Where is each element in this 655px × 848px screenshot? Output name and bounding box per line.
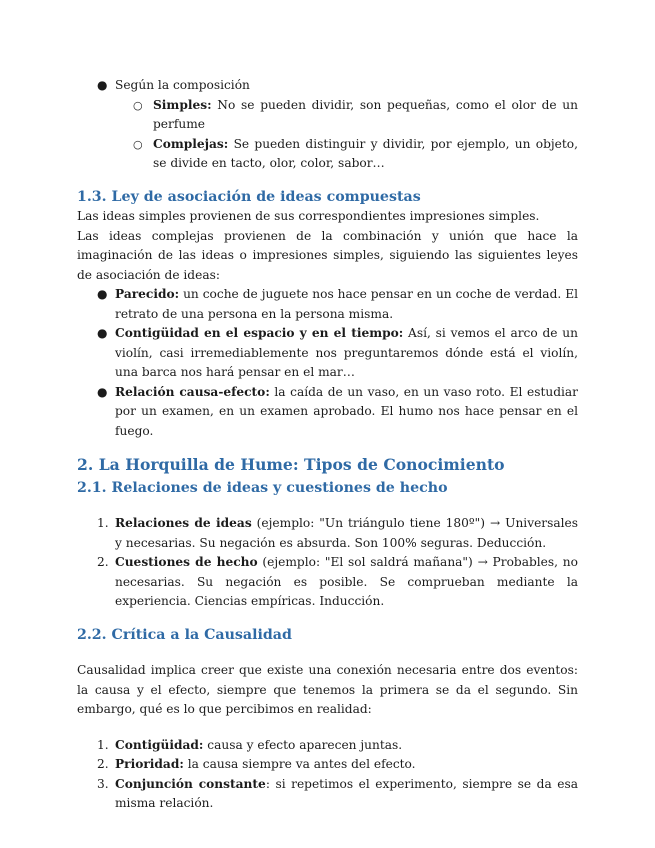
definition: No se pueden dividir, son pequeñas, como el olor de un perfume	[153, 97, 578, 131]
list-item	[77, 76, 578, 174]
section-heading-2-1: 2.1. Relaciones de ideas y cuestiones de hecho	[77, 479, 448, 496]
circle-bullet-icon: ○	[133, 137, 143, 151]
term: Parecido:	[115, 287, 180, 301]
term: Complejas:	[153, 136, 229, 151]
definition: : si repetimos el experimento, siempre se da esa misma relación.	[115, 776, 578, 810]
paragraph: Causalidad implica creer que existe una conexión necesaria entre dos eventos: la causa y el efecto, siempre que tenemos la primera se da el segundo. Sin embargo, qué es lo que percibimos en realidad:	[77, 663, 578, 716]
definition: (ejemplo: "El sol saldrá mañana") → Probables, no necesarias. Su negación es posible. Se comprueban mediante la experiencia. Ciencias empíricas. Inducción.	[115, 555, 578, 608]
causality-list	[77, 736, 578, 814]
list-item	[77, 514, 578, 553]
composition-sublist	[115, 96, 578, 174]
list-item	[77, 736, 578, 756]
composition-title: Según la composición	[115, 78, 250, 92]
term: Relaciones de ideas	[115, 516, 252, 530]
bullet-icon: ●	[97, 287, 108, 301]
term: Contigüidad en el espacio y en el tiempo:	[115, 326, 404, 340]
paragraph: Las ideas simples provienen de sus correspondientes impresiones simples.	[77, 209, 540, 223]
term: Conjunción constante	[115, 776, 266, 791]
list-item	[77, 383, 578, 442]
list-item	[77, 135, 578, 174]
bullet-icon: ●	[97, 384, 108, 399]
definition: un coche de juguete nos hace pensar en un coche de verdad. El retrato de una persona en la persona misma.	[115, 287, 578, 321]
list-number: 2.	[97, 555, 109, 569]
term: Prioridad:	[115, 757, 184, 771]
list-number: 1.	[97, 737, 109, 752]
composition-list	[77, 76, 578, 174]
section-heading-2-2: 2.2. Crítica a la Causalidad	[77, 626, 292, 643]
list-item	[77, 755, 578, 775]
list-item	[77, 775, 578, 814]
document-page	[77, 76, 578, 814]
term: Simples:	[153, 97, 212, 112]
circle-bullet-icon: ○	[133, 98, 143, 112]
list-number: 1.	[97, 516, 109, 530]
list-item	[77, 285, 578, 324]
definition: Se pueden distinguir y dividir, por ejemplo, un objeto, se divide en tacto, olor, color, sabor…	[153, 136, 578, 170]
term: Contigüidad:	[115, 737, 204, 752]
definition: Así, si vemos el arco de un violín, casi irremediablemente nos preguntaremos dónde está el violín, una barca nos hará pensar en el mar…	[115, 326, 578, 379]
term: Relación causa-efecto:	[115, 384, 270, 399]
definition: la causa siempre va antes del efecto.	[183, 757, 416, 771]
list-number: 2.	[97, 757, 109, 771]
bullet-icon: ●	[97, 326, 108, 340]
association-laws-list	[77, 285, 578, 441]
definition: causa y efecto aparecen juntas.	[203, 737, 403, 752]
definition: la caída de un vaso, en un vaso roto. El estudiar por un examen, en un examen aprobado. El humo nos hace pensar en el fuego.	[115, 384, 578, 438]
list-number: 3.	[97, 776, 109, 791]
section-heading-1-3: 1.3. Ley de asociación de ideas compuestas	[77, 188, 421, 205]
list-item	[77, 553, 578, 612]
term: Cuestiones de hecho	[115, 555, 258, 569]
section-heading-2: 2. La Horquilla de Hume: Tipos de Conocimiento	[77, 455, 505, 474]
list-item	[77, 96, 578, 135]
knowledge-types-list	[77, 514, 578, 612]
list-item	[77, 324, 578, 383]
bullet-icon: ●	[97, 78, 108, 92]
definition: (ejemplo: "Un triángulo tiene 180º") → Universales y necesarias. Su negación es absurda. Son 100% seguras. Deducción.	[115, 516, 578, 550]
paragraph: Las ideas complejas provienen de la combinación y unión que hace la imaginación de las ideas o impresiones simples, siguiendo las siguientes leyes de asociación de ideas:	[77, 228, 578, 282]
